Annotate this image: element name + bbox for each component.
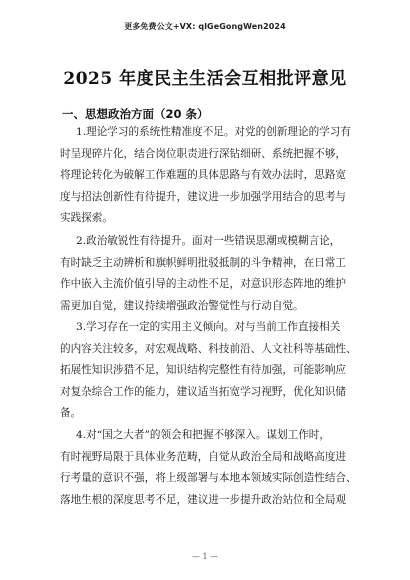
paragraph-line: 时呈现碎片化，结合岗位职责进行深钻细研、系统把握不够，	[60, 147, 347, 160]
document-title: 2025 年度民主生活会互相批评意见	[63, 69, 347, 89]
paragraph-line: 对复杂综合工作的能力，建议适当拓宽学习视野，优化知识储	[60, 385, 347, 398]
paragraph-line: 的内容关注较多，对宏观战略、科技前沿、人文社科等基础性、	[60, 342, 357, 355]
paragraph-line: 备。	[60, 407, 82, 420]
paragraph-line: 2.政治敏锐性有待提升。面对一些错误思潮或模糊言论，	[76, 235, 341, 247]
paragraph-line: 作中嵌入主流价值引导的主动性不足，对意识形态阵地的维护	[60, 278, 347, 291]
paragraph-3	[60, 317, 360, 425]
paragraph-line: 3.学习存在一定的实用主义倾向。对与当前工作直接相关	[76, 321, 341, 333]
paragraph-1	[60, 122, 360, 230]
header-note: 更多免费公文+VX: qlGeGongWen2024	[124, 22, 286, 31]
section-heading: 一、思想政治方面（20 条）	[62, 107, 209, 121]
paragraph-line: 行考量的意识不强，将上级部署与本地本领域实际创造性结合、	[60, 472, 357, 485]
paragraph-line: 4.对“国之大者”的领会和把握不够深入。谋划工作时，	[76, 429, 330, 441]
paragraph-4	[60, 425, 360, 511]
paragraph-line: 将理论转化为破解工作难题的具体思路与有效办法时，思路宽	[60, 169, 347, 182]
paragraph-line: 需更加自觉，建议持续增强政治警觉性与行动自觉。	[60, 299, 304, 312]
page-number: — 1 —	[191, 552, 219, 561]
paragraph-line: 有时缺乏主动辨析和旗帜鲜明批驳抵制的斗争精神，在日常工	[60, 256, 347, 269]
paragraph-line: 1.理论学习的系统性精准度不足。对党的创新理论的学习有	[76, 126, 351, 138]
paragraph-line: 度与招法创新性有待提升，建议进一步加强学用结合的思考与	[60, 190, 347, 203]
paragraph-line: 拓展性知识涉猎不足，知识结构完整性有待加强，可能影响应	[60, 364, 347, 377]
paragraph-line: 实践探索。	[60, 212, 113, 225]
paragraph-2	[60, 231, 360, 317]
paragraph-line: 落地生根的深度思考不足，建议进一步提升政治站位和全局观	[60, 493, 347, 506]
paragraph-line: 有时视野局限于具体业务范畴，自觉从政治全局和战略高度进	[60, 450, 347, 463]
